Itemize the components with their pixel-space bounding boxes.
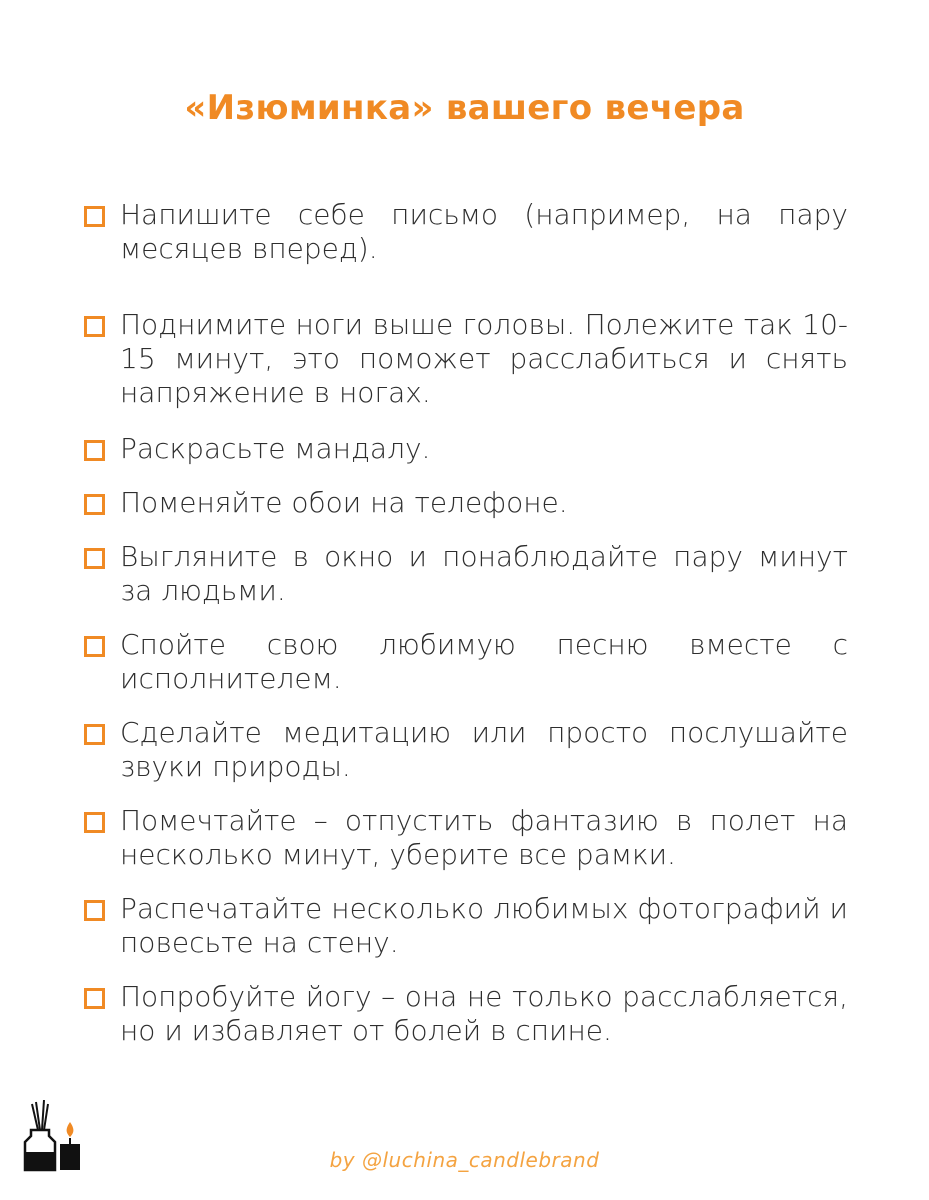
checkbox-icon[interactable] xyxy=(84,316,105,337)
list-item-text: Распечатайте несколько любимых фотографий и повесьте на стену. xyxy=(120,892,848,959)
list-item xyxy=(84,486,848,520)
checkbox-icon[interactable] xyxy=(84,206,105,227)
list-item-text: Помечтайте – отпустить фантазию в полет на несколько минут, уберите все рамки. xyxy=(120,804,848,871)
list-item-text: Сделайте медитацию или просто послушайте звуки природы. xyxy=(120,716,848,783)
checkbox-icon[interactable] xyxy=(84,812,105,833)
list-item-text: Выгляните в окно и понаблюдайте пару минут за людьми. xyxy=(120,540,848,607)
checkbox-icon[interactable] xyxy=(84,440,105,461)
list-item-text: Поднимите ноги выше головы. Полежите так 10-15 минут, это поможет расслабиться и снять напряжение в ногах. xyxy=(120,308,848,409)
list-item-text: Раскрасьте мандалу. xyxy=(120,432,431,465)
checkbox-icon[interactable] xyxy=(84,988,105,1009)
checklist xyxy=(84,198,848,1048)
checkbox-icon[interactable] xyxy=(84,724,105,745)
author-credit: by @luchina_candlebrand xyxy=(329,1148,600,1172)
list-item-text: Напишите себе письмо (например, на пару месяцев вперед). xyxy=(120,198,848,265)
list-item xyxy=(84,892,848,960)
list-item xyxy=(84,308,848,410)
page-title: «Изюминка» вашего вечера xyxy=(184,88,745,128)
checkbox-icon[interactable] xyxy=(84,494,105,515)
checkbox-icon[interactable] xyxy=(84,636,105,657)
list-item-text: Поменяйте обои на телефоне. xyxy=(120,486,568,519)
list-item xyxy=(84,198,848,266)
list-item xyxy=(84,628,848,696)
checkbox-icon[interactable] xyxy=(84,548,105,569)
list-item-text: Попробуйте йогу – она не только расслабляется, но и избавляет от болей в спине. xyxy=(120,980,848,1047)
list-item xyxy=(84,540,848,608)
list-item xyxy=(84,716,848,784)
list-item xyxy=(84,980,848,1048)
checkbox-icon[interactable] xyxy=(84,900,105,921)
list-item-text: Спойте свою любимую песню вместе с исполнителем. xyxy=(120,628,848,695)
list-item xyxy=(84,432,848,466)
list-item xyxy=(84,804,848,872)
